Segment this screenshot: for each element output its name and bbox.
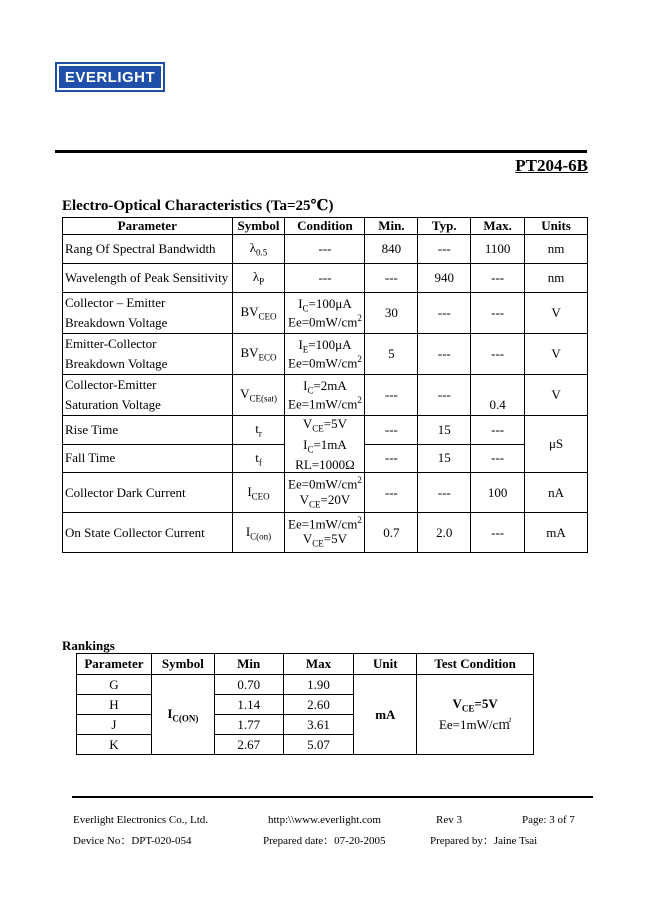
param-cell: Rise Time xyxy=(63,416,233,445)
header-cell: Test Condition xyxy=(417,654,534,675)
rankings-table xyxy=(76,653,534,755)
rank-min-cell: 1.14 xyxy=(214,695,283,715)
param-cell: Rang Of Spectral Bandwidth xyxy=(63,235,233,264)
header-cell: Symbol xyxy=(232,218,285,235)
rank-max-cell: 3.61 xyxy=(283,715,354,735)
header-cell: Max xyxy=(283,654,354,675)
rank-min-cell: 1.77 xyxy=(214,715,283,735)
table-row xyxy=(63,235,588,264)
max-cell: 100 xyxy=(471,473,525,513)
table-header-row xyxy=(63,218,588,235)
table-row xyxy=(63,513,588,553)
max-cell: 0.4 xyxy=(471,375,525,416)
typ-cell: 940 xyxy=(418,264,471,293)
unit-cell: nm xyxy=(525,264,588,293)
min-cell: --- xyxy=(365,473,418,513)
symbol-cell: $BV_{CEO}$ xyxy=(232,293,285,334)
typ-cell: --- xyxy=(418,235,471,264)
table-row xyxy=(63,334,588,375)
symbol-cell: $BV_{ECO}$ xyxy=(232,334,285,375)
rankings-title: Rankings xyxy=(62,638,115,653)
footer-page: Page: 3 of 7 xyxy=(522,814,575,826)
header-cell: Max. xyxy=(471,218,525,235)
table-row xyxy=(63,416,588,445)
unit-cell: nm xyxy=(525,235,588,264)
min-cell: 0.7 xyxy=(365,513,418,553)
symbol-cell: $t_f$ xyxy=(232,444,285,473)
symbol-cell: $t_r$ xyxy=(232,416,285,445)
footer-device-no: Device No：DPT-020-054 xyxy=(73,835,192,847)
min-cell: 840 xyxy=(365,235,418,264)
symbol-cell: $\lambda_{0.5}$ xyxy=(232,235,285,264)
header-cell: Symbol xyxy=(151,654,214,675)
max-cell: --- xyxy=(471,293,525,334)
unit-cell: μS xyxy=(525,416,588,473)
param-cell: Collector – Emitter Breakdown Voltage xyxy=(63,293,233,334)
footer-rev: Rev 3 xyxy=(436,814,462,826)
rank-test-condition-cell: $V_{CE}=5V$ Ee=1mW/c㎡ xyxy=(417,675,534,755)
max-cell: --- xyxy=(471,264,525,293)
condition-cell: $Ee=0mW/cm^2$ $V_{CE}=20V$ xyxy=(285,473,365,513)
header-cell: Units xyxy=(525,218,588,235)
unit-cell: mA xyxy=(525,513,588,553)
min-cell: --- xyxy=(365,444,418,473)
param-cell: On State Collector Current xyxy=(63,513,233,553)
part-number: PT204-6B xyxy=(515,156,588,175)
footer-url: http:\\www.everlight.com xyxy=(268,814,381,826)
typ-cell: --- xyxy=(418,334,471,375)
header-cell: Condition xyxy=(285,218,365,235)
table-row xyxy=(77,675,534,695)
condition-cell: $I_C=100\mu A$ $Ee=0mW/cm^2$ xyxy=(285,293,365,334)
footer-rule xyxy=(72,796,593,798)
symbol-cell: $V_{CE(sat)}$ xyxy=(232,375,285,416)
unit-cell: V xyxy=(525,334,588,375)
footer-prepared-by: Prepared by：Jaine Tsai xyxy=(430,835,538,847)
rank-param-cell: H xyxy=(77,695,152,715)
rank-symbol-cell: $I_{C(ON)}$ xyxy=(151,675,214,755)
typ-cell: --- xyxy=(418,473,471,513)
rank-unit-cell: mA xyxy=(354,675,417,755)
table-row xyxy=(63,375,588,416)
condition-cell: $Ee=1mW/cm^2$ $V_{CE}=5V$ xyxy=(285,513,365,553)
typ-cell: 2.0 xyxy=(418,513,471,553)
electro-optical-table xyxy=(62,217,588,553)
footer-prepared-date: Prepared date：07-20-2005 xyxy=(263,835,386,847)
rank-param-cell: K xyxy=(77,735,152,755)
symbol-cell: $I_{C(on)}$ xyxy=(232,513,285,553)
rank-param-cell: G xyxy=(77,675,152,695)
condition-cell: $I_E=100\mu A$ $Ee=0mW/cm^2$ xyxy=(285,334,365,375)
table-header-row xyxy=(77,654,534,675)
unit-cell: nA xyxy=(525,473,588,513)
everlight-logo xyxy=(55,62,165,92)
max-cell: 1100 xyxy=(471,235,525,264)
rank-param-cell: J xyxy=(77,715,152,735)
rank-max-cell: 1.90 xyxy=(283,675,354,695)
header-cell: Parameter xyxy=(63,218,233,235)
param-cell: Fall Time xyxy=(63,444,233,473)
condition-cell: $I_C=2mA$ $Ee=1mW/cm^2$ xyxy=(285,375,365,416)
param-cell: Collector Dark Current xyxy=(63,473,233,513)
typ-cell: 15 xyxy=(418,444,471,473)
typ-cell: --- xyxy=(418,375,471,416)
min-cell: --- xyxy=(365,375,418,416)
param-cell: Collector-Emitter Saturation Voltage xyxy=(63,375,233,416)
table-row xyxy=(63,473,588,513)
table-row xyxy=(63,293,588,334)
symbol-cell: $I_{CEO}$ xyxy=(232,473,285,513)
header-rule xyxy=(55,150,587,153)
typ-cell: --- xyxy=(418,293,471,334)
max-cell: --- xyxy=(471,513,525,553)
max-cell: --- xyxy=(471,416,525,445)
header-cell: Parameter xyxy=(77,654,152,675)
rank-min-cell: 2.67 xyxy=(214,735,283,755)
symbol-cell: $\lambda_P$ xyxy=(232,264,285,293)
typ-cell: 15 xyxy=(418,416,471,445)
header-cell: Typ. xyxy=(418,218,471,235)
footer-company: Everlight Electronics Co., Ltd. xyxy=(73,814,209,826)
header-cell: Min xyxy=(214,654,283,675)
rank-min-cell: 0.70 xyxy=(214,675,283,695)
rank-max-cell: 2.60 xyxy=(283,695,354,715)
min-cell: 5 xyxy=(365,334,418,375)
min-cell: --- xyxy=(365,264,418,293)
param-cell: Emitter-Collector Breakdown Voltage xyxy=(63,334,233,375)
header-cell: Min. xyxy=(365,218,418,235)
header-cell: Unit xyxy=(354,654,417,675)
unit-cell: V xyxy=(525,293,588,334)
condition-cell: --- xyxy=(285,264,365,293)
param-cell: Wavelength of Peak Sensitivity xyxy=(63,264,233,293)
condition-cell: $V_{CE}=5V$ $I_C=1mA$ RL=1000Ω xyxy=(285,416,365,473)
unit-cell: V xyxy=(525,375,588,416)
table-row xyxy=(63,264,588,293)
section-title: Electro-Optical Characteristics (Ta=25℃) xyxy=(62,198,334,214)
logo-text: EVERLIGHT xyxy=(59,66,161,88)
min-cell: --- xyxy=(365,416,418,445)
condition-cell: --- xyxy=(285,235,365,264)
max-cell: --- xyxy=(471,444,525,473)
min-cell: 30 xyxy=(365,293,418,334)
rank-max-cell: 5.07 xyxy=(283,735,354,755)
max-cell: --- xyxy=(471,334,525,375)
